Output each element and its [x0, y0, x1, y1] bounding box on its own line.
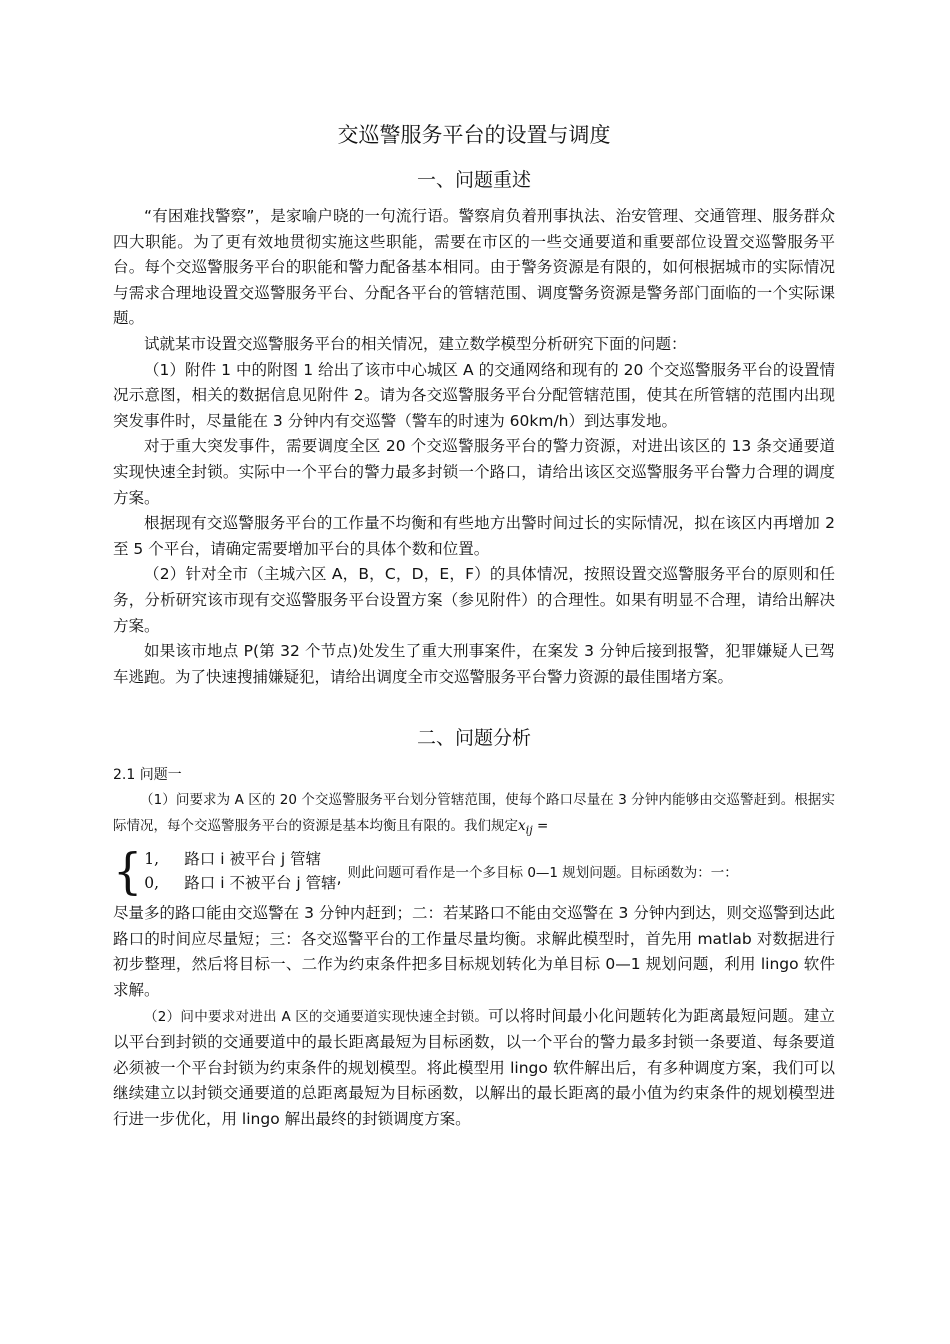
paragraph: 根据现有交巡警服务平台的工作量不均衡和有些地方出警时间过长的实际情况，拟在该区内再增加 2 至 5 个平台，请确定需要增加平台的具体个数和位置。: [113, 514, 835, 558]
subsection-heading: 2.1 问题一: [113, 767, 182, 784]
paragraph: 如果该市地点 P(第 32 个节点)处发生了重大刑事案件，在案发 3 分钟后接到报警，犯罪嫌疑人已驾车逃跑。为了快速搜捕嫌疑犯，请给出调度全市交巡警服务平台警力资源的最佳围堵方案。: [113, 642, 835, 686]
paragraph: “有困难找警察”，是家喻户晓的一句流行语。警察肩负着刑事执法、治安管理、交通管理、服务群众四大职能。为了更有效地贯彻实施这些职能，需要在市区的一些交通要道和重要部位设置交巡警服务平台。每个交巡警服务平台的职能和警力配备基本相同。由于警务资源是有限的，如何根据城市的实际情况与需求合理地设置交巡警服务平台、分配各平台的管辖范围、调度警务资源是警务部门面临的一个实际课题。: [113, 207, 835, 328]
paragraph: （1）问要求为 A 区的 20 个交巡警服务平台划分管辖范围，使每个路口尽量在 3 分钟内能够由交巡警赶到。根据实际情况，每个交巡警服务平台的资源是基本均衡且有限的。我们规定$x_{ij}$ =: [113, 792, 835, 837]
paragraph: 试就某市设置交巡警服务平台的相关情况，建立数学模型分析研究下面的问题：: [144, 334, 687, 353]
cases: [144, 847, 336, 895]
paper-title: 交巡警服务平台的设置与调度: [337, 123, 611, 147]
paragraph: 对于重大突发事件，需要调度全区 20 个交巡警服务平台的警力资源，对进出该区的 13 条交通要道实现快速全封锁。实际中一个平台的警力最多封锁一个路口，请给出该区交巡警服务平台警力合理的调度方案。: [113, 437, 835, 507]
case-row: 0, 路口 i 不被平台 j 管辖: [144, 874, 337, 893]
left-brace: {: [113, 842, 143, 900]
paragraph: （1）附件 1 中的附图 1 给出了该市中心城区 A 的交通网络和现有的 20 个交巡警服务平台的设置情况示意图，相关的数据信息见附件 2。请为各交巡警服务平台分配管辖范围，使其在所管辖的范围内出现突发事件时，尽量能在 3 分钟内有交巡警（警车的时速为 60km/h）到达事发地。: [113, 360, 835, 430]
after-cases-text: 则此问题可看作是一个多目标 0—1 规划问题。目标函数为：一：: [347, 865, 738, 882]
section-heading-2: 二、问题分析: [416, 727, 531, 750]
paper-page: [113, 120, 835, 1133]
paragraph: 尽量多的路口能由交巡警在 3 分钟内赶到；二：若某路口不能由交巡警在 3 分钟内到达，则交巡警到达此路口的时间应尽量短；三：各交巡警平台的工作量尽量均衡。求解此模型时，首先用 matlab 对数据进行初步整理，然后将目标一、二作为约束条件把多目标规划转化为单目标 0—1 规划问题，利用 lingo 软件求解。: [113, 904, 835, 999]
paragraph: （2）针对全市（主城六区 A，B，C，D，E，F）的具体情况，按照设置交巡警服务平台的原则和任务，分析研究该市现有交巡警服务平台设置方案（参见附件）的合理性。如果有明显不合理，请给出解决方案。: [113, 565, 835, 635]
case-row: 1, 路口 i 被平台 j 管辖: [144, 850, 322, 869]
piecewise-definition: { 1, 路口 i 被平台 j 管辖 0, 路口 i 不被平台 j 管辖 , 则此问题可看作是一个多目标 0—1 规划问题。目标函数为：一：: [113, 842, 738, 900]
math-variable: $x_{ij}$: [518, 817, 533, 837]
paragraph: （2）问中要求对进出 A 区的交通要道实现快速全封锁。可以将时间最小化问题转化为距离最短问题。建立以平台到封锁的交通要道中的最长距离最短为目标函数，以一个平台的警力最多封锁一条要道、每条要道必须被一个平台封锁为约束条件的规划模型。将此模型用 lingo 软件解出后，有多种调度方案，我们可以继续建立以封锁交通要道的总距离最短为目标函数，以解出的最长距离的最小值为约束条件的规划模型进行进一步优化，用 lingo 解出最终的封锁调度方案。: [113, 1006, 835, 1128]
section-heading-1: 一、问题重述: [416, 169, 531, 191]
